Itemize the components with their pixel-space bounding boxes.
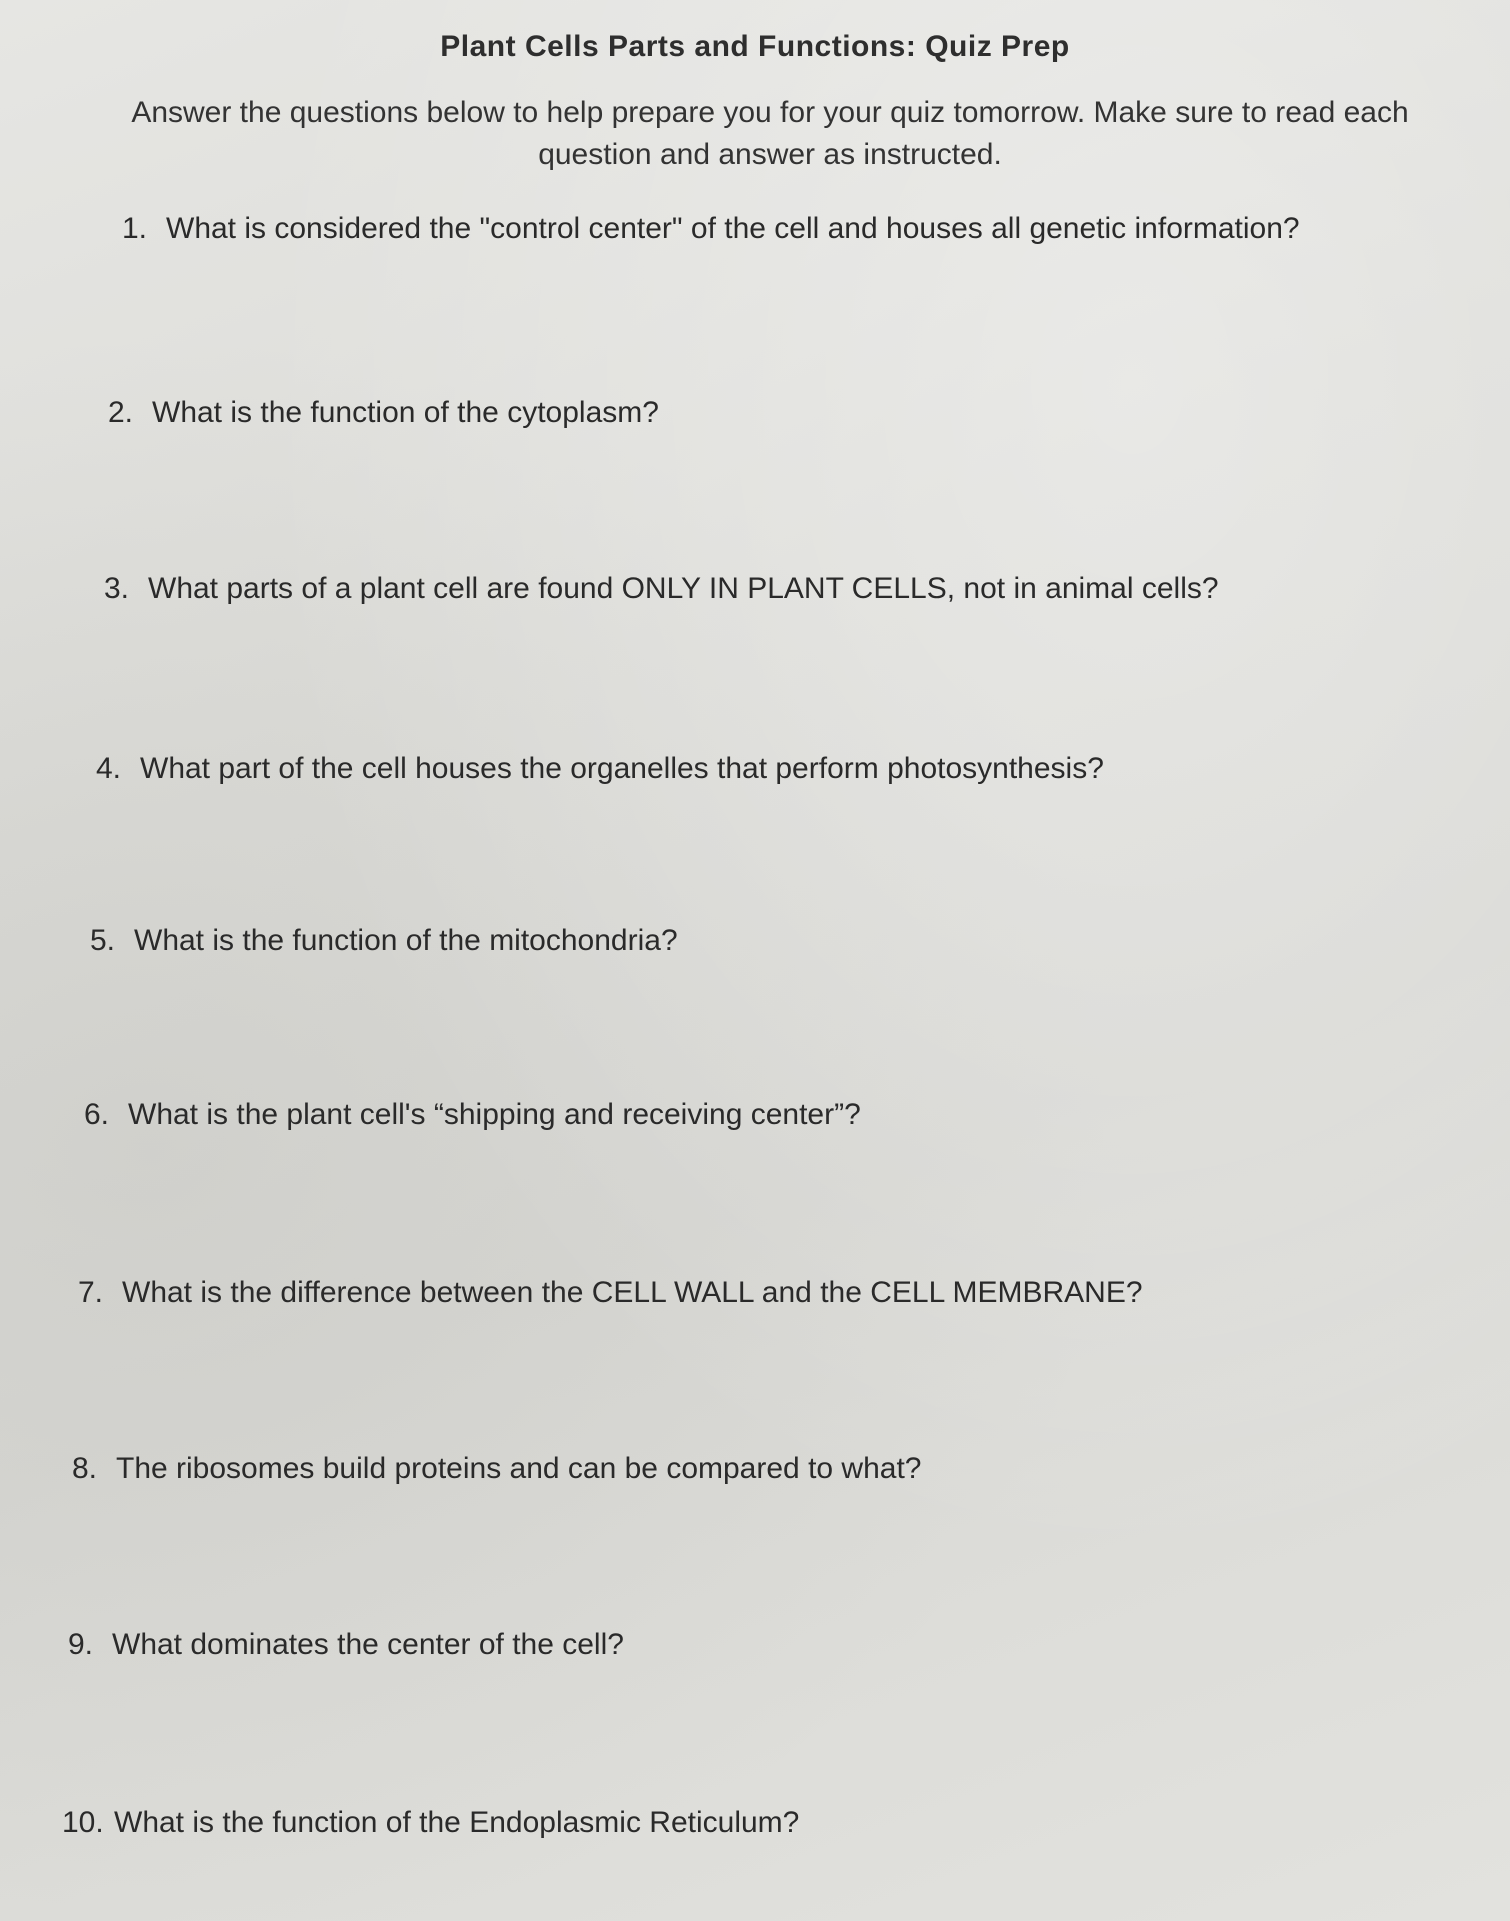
question-number: 7. (78, 1276, 104, 1309)
question-5 (90, 924, 678, 958)
question-number: 2. (108, 396, 134, 429)
question-number: 8. (72, 1452, 98, 1485)
question-number: 1. (122, 212, 148, 245)
question-text: What is the plant cell's “shipping and receiving center”? (128, 1098, 861, 1131)
question-1 (122, 212, 1300, 246)
worksheet-title: Plant Cells Parts and Functions: Quiz Prep (440, 30, 1070, 63)
question-text: What is the function of the mitochondria? (134, 924, 678, 957)
question-2 (108, 396, 659, 430)
question-text: What part of the cell houses the organelles that perform photosynthesis? (140, 752, 1104, 785)
question-text: What is considered the "control center" of the cell and houses all genetic information? (166, 212, 1300, 245)
question-number: 6. (84, 1098, 110, 1131)
question-10 (62, 1806, 799, 1840)
worksheet-instructions: Answer the questions below to help prepare you for your quiz tomorrow. Make sure to read each question and answer as instructed. (131, 96, 1409, 171)
question-text: What is the function of the Endoplasmic Reticulum? (114, 1806, 800, 1839)
question-number: 10. (62, 1806, 104, 1839)
question-8 (72, 1452, 921, 1486)
question-number: 5. (90, 924, 116, 957)
question-text: The ribosomes build proteins and can be compared to what? (116, 1452, 922, 1485)
question-text: What is the difference between the CELL WALL and the CELL MEMBRANE? (122, 1276, 1143, 1309)
question-7 (78, 1276, 1143, 1310)
question-text: What is the function of the cytoplasm? (152, 396, 659, 429)
question-number: 4. (96, 752, 122, 785)
question-9 (68, 1628, 624, 1662)
question-text: What dominates the center of the cell? (112, 1628, 624, 1661)
question-text: What parts of a plant cell are found ONLY IN PLANT CELLS, not in animal cells? (148, 572, 1219, 605)
question-3 (104, 572, 1219, 606)
question-number: 9. (68, 1628, 94, 1661)
question-4 (96, 752, 1104, 786)
question-number: 3. (104, 572, 130, 605)
question-6 (84, 1098, 861, 1132)
